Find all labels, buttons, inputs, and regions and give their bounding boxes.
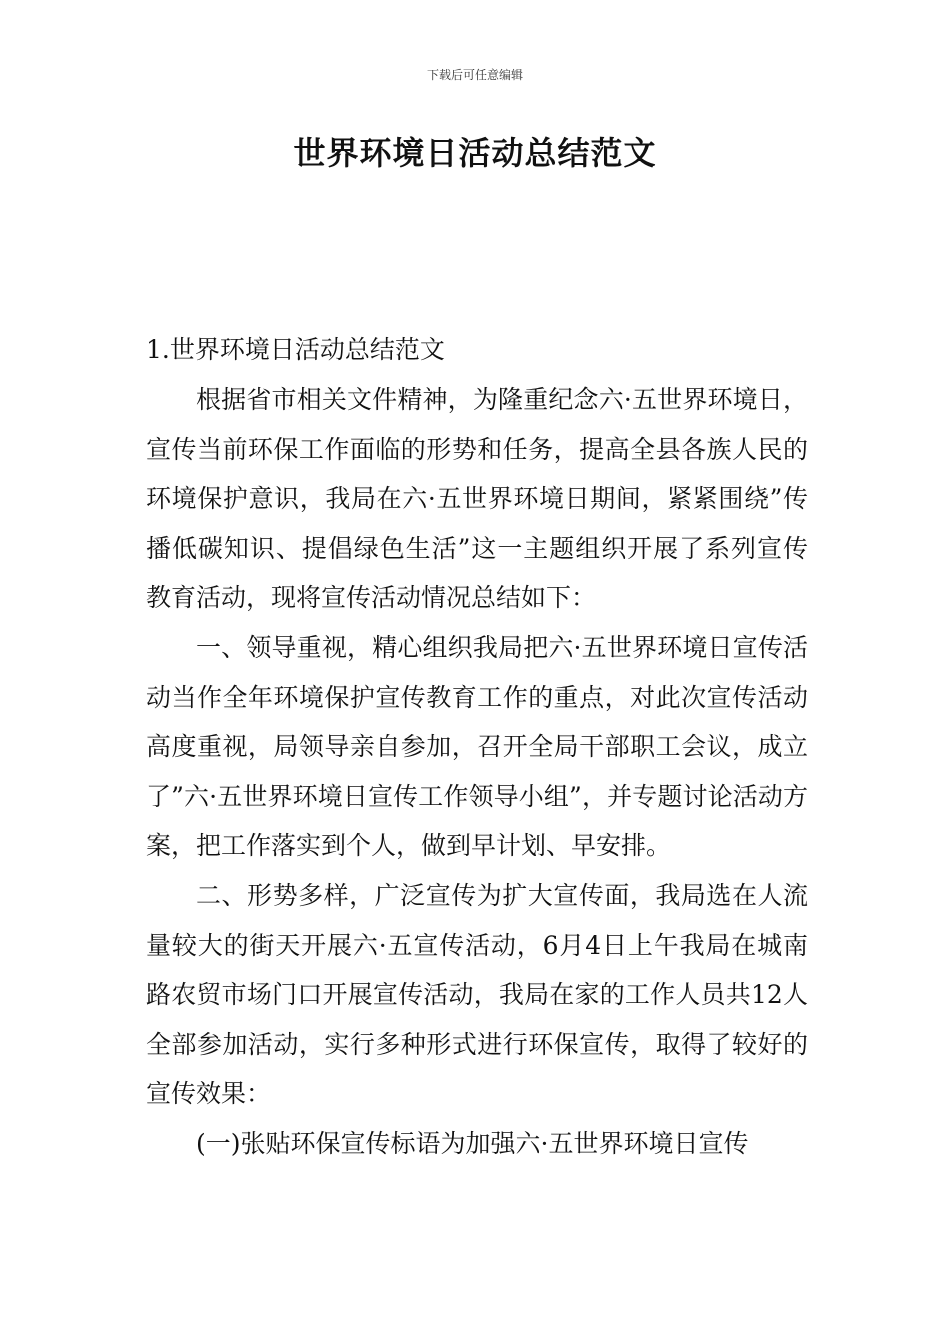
- section-heading: 1.世界环境日活动总结范文: [146, 335, 445, 364]
- paragraph-slogans: (一)张贴环保宣传标语为加强六·五世界环境日宣传: [196, 1128, 749, 1158]
- document-body: [146, 325, 808, 1169]
- header-note: 下载后可任意编辑: [426, 68, 523, 82]
- paragraph-leadership: 一、领导重视，精心组织我局把六·五世界环境日宣传活动当作全年环境保护宣传教育工作的重点，对此次宣传活动高度重视，局领导亲自参加，召开全局干部职工会议，成立了”六·五世界环境日宣传工作领导小组”，并专题讨论活动方案，把工作落实到个人，做到早计划、早安排。: [146, 632, 808, 861]
- paragraph-intro: 根据省市相关文件精神，为隆重纪念六·五世界环境日，宣传当前环保工作面临的形势和任务，提高全县各族人民的环境保护意识，我局在六·五世界环境日期间，紧紧围绕”传播低碳知识、提倡绿色生活”这一主题组织开展了系列宣传教育活动，现将宣传活动情况总结如下：: [146, 385, 808, 613]
- document-title: 世界环境日活动总结范文: [293, 134, 657, 172]
- paragraph-publicity: 二、形势多样，广泛宣传为扩大宣传面，我局选在人流量较大的街天开展六·五宣传活动，6月4日上午我局在城南路农贸市场门口开展宣传活动，我局在家的工作人员共12人全部参加活动，实行多种形式进行环保宣传，取得了较好的宣传效果：: [146, 880, 808, 1109]
